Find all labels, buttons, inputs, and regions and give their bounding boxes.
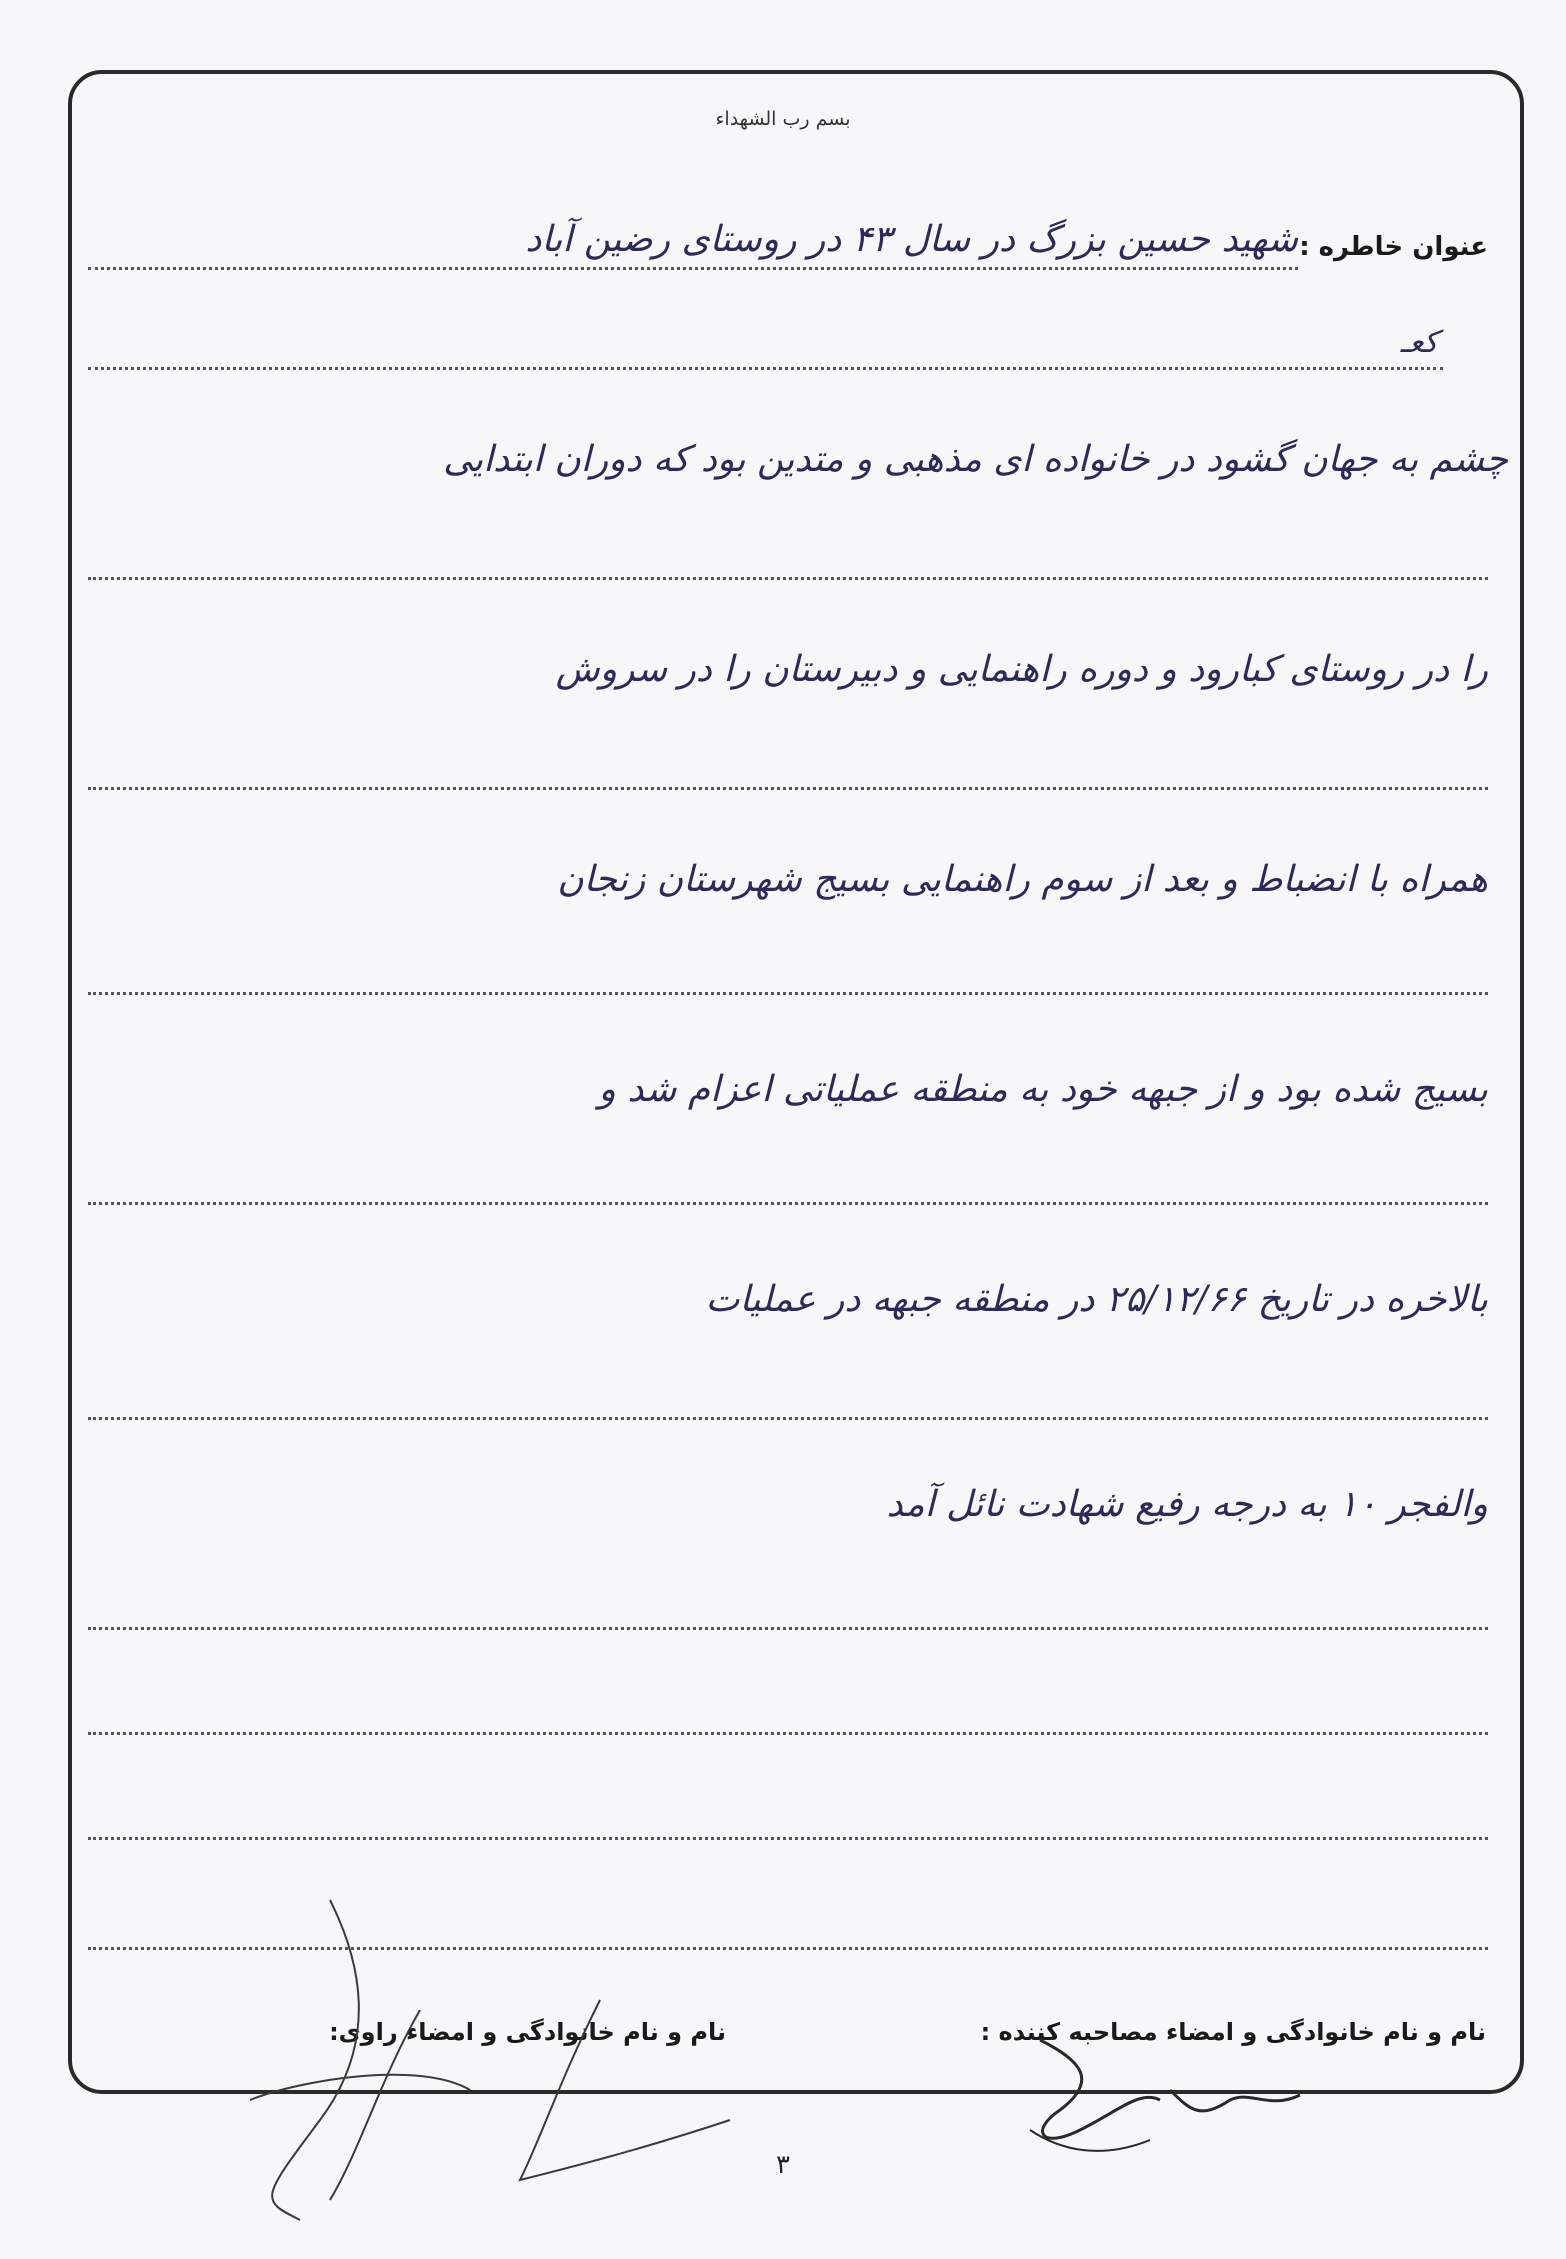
ruled-line (88, 720, 1488, 790)
ruled-line (88, 1560, 1488, 1630)
title-row-2 (88, 300, 1488, 370)
ruled-line (88, 925, 1488, 995)
ruled-line (88, 1880, 1488, 1950)
body-line-5: بالاخره در تاریخ ۲۵/۱۲/۶۶ در منطقه جبهه در عملیات (705, 1279, 1488, 1320)
body-line-4: بسیج شده بود و از جبهه خود به منطقه عملیاتی اعزام شد و (598, 1069, 1488, 1110)
ruled-line (88, 1665, 1488, 1735)
body-line-2: را در روستای کبارود و دوره راهنمایی و دبیرستان را در سروش (555, 649, 1488, 690)
ruled-line (88, 1135, 1488, 1205)
body-line-3: همراه با انضباط و بعد از سوم راهنمایی بسیج شهرستان زنجان (557, 859, 1488, 900)
title-line (88, 267, 1298, 270)
narrator-label: نام و نام خانوادگی و امضاء راوی: (329, 2018, 726, 2046)
page-header: بسم رب الشهداء (715, 108, 851, 130)
page-number: ۳ (776, 2150, 790, 2180)
title-label: عنوان خاطره : (1299, 232, 1488, 262)
ruled-line (88, 1770, 1488, 1840)
body-line-1: چشم به جهان گشود در خانواده ای مذهبی و متدین بود که دوران ابتدایی (443, 439, 1508, 480)
interviewer-label: نام و نام خانوادگی و امضاء مصاحبه کننده : (980, 2018, 1486, 2046)
ruled-line (88, 510, 1488, 580)
body-line-6: والفجر ۱۰ به درجه رفیع شهادت نائل آمد (886, 1484, 1488, 1525)
title-row (88, 200, 1488, 270)
ruled-line (88, 1350, 1488, 1420)
title-value: شهید حسین بزرگ در سال ۴۳ در روستای رضین آباد (525, 219, 1298, 260)
title-mark: کعـ (1400, 325, 1438, 360)
title-line-2 (88, 367, 1443, 370)
